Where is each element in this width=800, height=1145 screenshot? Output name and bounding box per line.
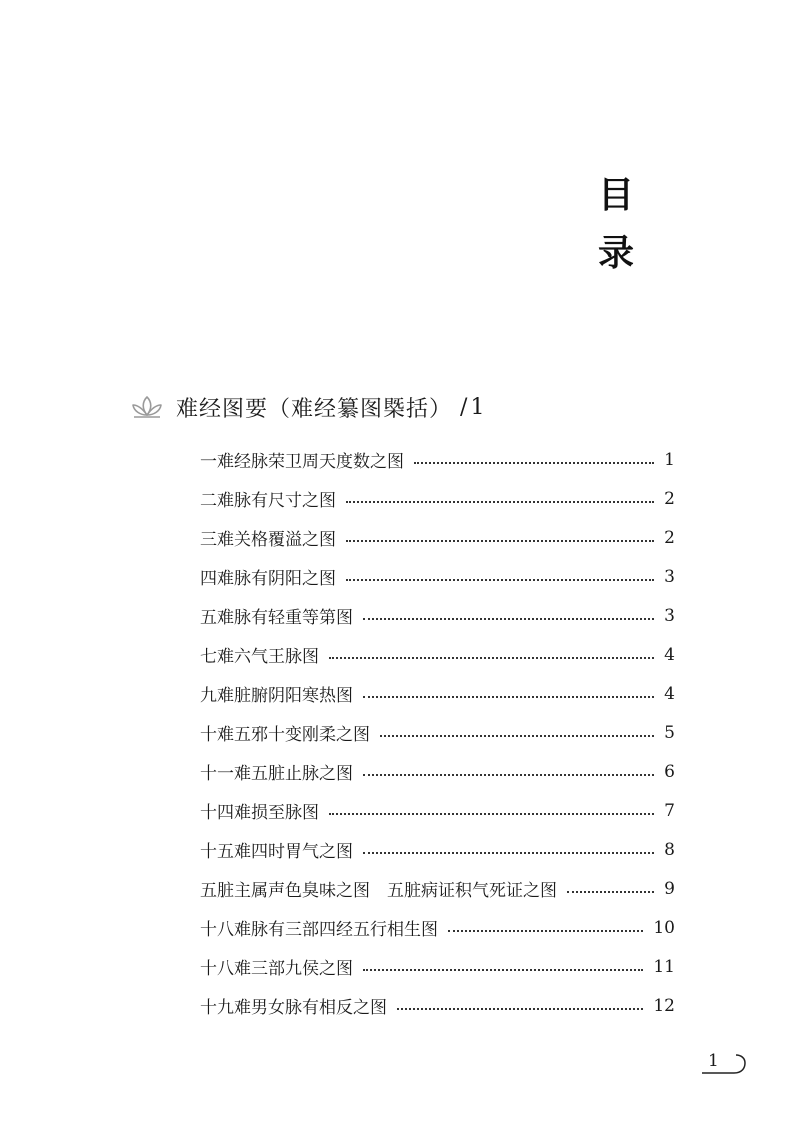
toc-entry[interactable] <box>200 713 675 752</box>
toc-entry-title: 十五难四时胃气之图 <box>200 842 353 862</box>
toc-dot-leader <box>363 969 643 971</box>
toc-entry-title: 一难经脉荣卫周天度数之图 <box>200 452 404 472</box>
toc-entry-page: 4 <box>664 683 675 704</box>
toc-entry[interactable] <box>200 518 675 557</box>
toc-entry[interactable] <box>200 986 675 1025</box>
toc-entry-page: 4 <box>664 644 675 665</box>
toc-entry-title: 七难六气王脉图 <box>200 647 319 667</box>
toc-entry-page: 10 <box>653 917 675 938</box>
toc-entry-page: 6 <box>664 761 675 782</box>
toc-entry[interactable] <box>200 479 675 518</box>
lotus-icon <box>130 394 164 420</box>
toc-entry[interactable] <box>200 557 675 596</box>
toc-entry[interactable] <box>200 635 675 674</box>
page-title-char-2: 录 <box>597 233 634 274</box>
toc-dot-leader <box>448 930 643 932</box>
toc-dot-leader <box>363 852 654 854</box>
toc-entry[interactable] <box>200 596 675 635</box>
toc-entry[interactable] <box>200 752 675 791</box>
toc-entry-page: 5 <box>664 722 675 743</box>
toc-entry-title: 五难脉有轻重等第图 <box>200 608 353 628</box>
toc-dot-leader <box>363 696 654 698</box>
toc-entry-page: 1 <box>664 449 675 470</box>
page-title-char-1: 目 <box>597 175 634 216</box>
toc-entry-title: 三难关格覆溢之图 <box>200 530 336 550</box>
toc-entry[interactable] <box>200 674 675 713</box>
section-heading[interactable] <box>130 390 485 424</box>
toc-entry-title: 十八难三部九侯之图 <box>200 959 353 979</box>
section-page-number: 1 <box>470 394 486 420</box>
page-number-value: 1 <box>708 1051 719 1071</box>
table-of-contents <box>200 440 675 1025</box>
toc-entry[interactable] <box>200 440 675 479</box>
toc-dot-leader <box>567 891 654 893</box>
toc-entry-page: 12 <box>653 995 675 1016</box>
toc-entry-title: 十一难五脏止脉之图 <box>200 764 353 784</box>
toc-entry-page: 11 <box>653 956 675 977</box>
toc-entry-title: 九难脏腑阴阳寒热图 <box>200 686 353 706</box>
toc-entry-page: 8 <box>664 839 675 860</box>
toc-dot-leader <box>346 579 654 581</box>
toc-entry-page: 2 <box>664 488 675 509</box>
toc-entry[interactable] <box>200 791 675 830</box>
toc-entry-page: 7 <box>664 800 675 821</box>
toc-dot-leader <box>414 462 654 464</box>
toc-entry[interactable] <box>200 947 675 986</box>
toc-entry-page: 2 <box>664 527 675 548</box>
toc-entry-title: 四难脉有阴阳之图 <box>200 569 336 589</box>
toc-dot-leader <box>363 618 654 620</box>
toc-entry-title: 二难脉有尺寸之图 <box>200 491 336 511</box>
toc-entry-page: 3 <box>664 605 675 626</box>
toc-dot-leader <box>346 501 654 503</box>
toc-dot-leader <box>346 540 654 542</box>
toc-entry[interactable] <box>200 869 675 908</box>
toc-dot-leader <box>329 657 654 659</box>
toc-entry-page: 9 <box>664 878 675 899</box>
toc-entry-page: 3 <box>664 566 675 587</box>
section-separator: / <box>460 394 469 420</box>
toc-entry-title: 十九难男女脉有相反之图 <box>200 998 387 1018</box>
toc-entry-title: 十四难损至脉图 <box>200 803 319 823</box>
toc-dot-leader <box>380 735 654 737</box>
toc-entry[interactable] <box>200 830 675 869</box>
toc-entry-title: 十难五邪十变刚柔之图 <box>200 725 370 745</box>
toc-entry[interactable] <box>200 908 675 947</box>
toc-entry-title: 五脏主属声色臭味之图 五脏病证积气死证之图 <box>200 881 557 901</box>
toc-dot-leader <box>363 774 654 776</box>
section-title: 难经图要（难经纂图槩括） <box>176 396 453 422</box>
toc-dot-leader <box>329 813 654 815</box>
toc-entry-title: 十八难脉有三部四经五行相生图 <box>200 920 438 940</box>
toc-dot-leader <box>397 1008 643 1010</box>
page-number <box>700 1050 748 1076</box>
